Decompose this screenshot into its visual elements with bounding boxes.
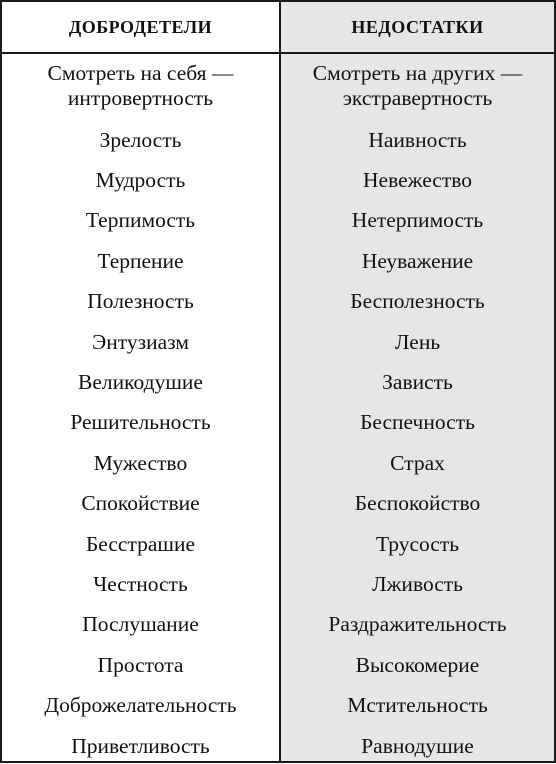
header-divider: [2, 52, 554, 54]
virtue-cell: Мужество: [93, 450, 188, 475]
flaw-cell: Мстительность: [347, 693, 488, 718]
virtue-cell: Энтузиазм: [92, 329, 189, 354]
flaw-cell: Невежество: [363, 167, 472, 192]
flaw-cell: Лень: [394, 329, 441, 354]
virtue-cell: Великодушие: [78, 369, 203, 394]
flaw-cell: Наивность: [368, 127, 467, 152]
virtue-cell: Терпимость: [85, 208, 196, 233]
flaw-cell: Раздражительность: [328, 612, 507, 637]
virtues-header: ДОБРОДЕТЕЛИ: [68, 16, 213, 37]
flaw-cell: Лживость: [372, 571, 463, 596]
flaws-header: НЕДОСТАТКИ: [351, 16, 484, 37]
flaw-cell: Беспечность: [360, 410, 475, 435]
virtue-cell: Спокойствие: [81, 491, 200, 516]
flaw-cell: Трусость: [375, 531, 460, 556]
virtue-cell: Решительность: [70, 410, 211, 435]
virtue-cell: Послушание: [82, 612, 199, 637]
flaw-cell: Зависть: [382, 369, 453, 394]
virtue-cell: Зрелость: [99, 127, 182, 152]
flaw-cell: Равнодушие: [361, 733, 474, 758]
flaw-cell: Высокомерие: [355, 652, 480, 677]
virtue-cell: Честность: [93, 571, 188, 596]
flaw-cell: Смотреть на других — экстравертность: [312, 61, 523, 110]
virtue-cell: Доброжелательность: [44, 693, 237, 718]
virtue-cell: Терпение: [97, 248, 184, 273]
flaw-cell: Бесполезность: [350, 289, 485, 314]
flaw-cell: Беспокойство: [354, 491, 481, 516]
virtue-cell: Полезность: [87, 289, 194, 314]
flaw-cell: Нетерпимость: [351, 208, 484, 233]
virtue-cell: Приветливость: [71, 733, 210, 758]
flaw-cell: Страх: [390, 450, 445, 475]
virtue-cell: Бесстрашие: [85, 531, 196, 556]
virtue-cell: Мудрость: [95, 167, 186, 192]
virtue-cell: Простота: [97, 652, 184, 677]
virtue-cell: Смотреть на себя — интровертность: [47, 61, 234, 110]
flaw-cell: Неуважение: [361, 248, 474, 273]
